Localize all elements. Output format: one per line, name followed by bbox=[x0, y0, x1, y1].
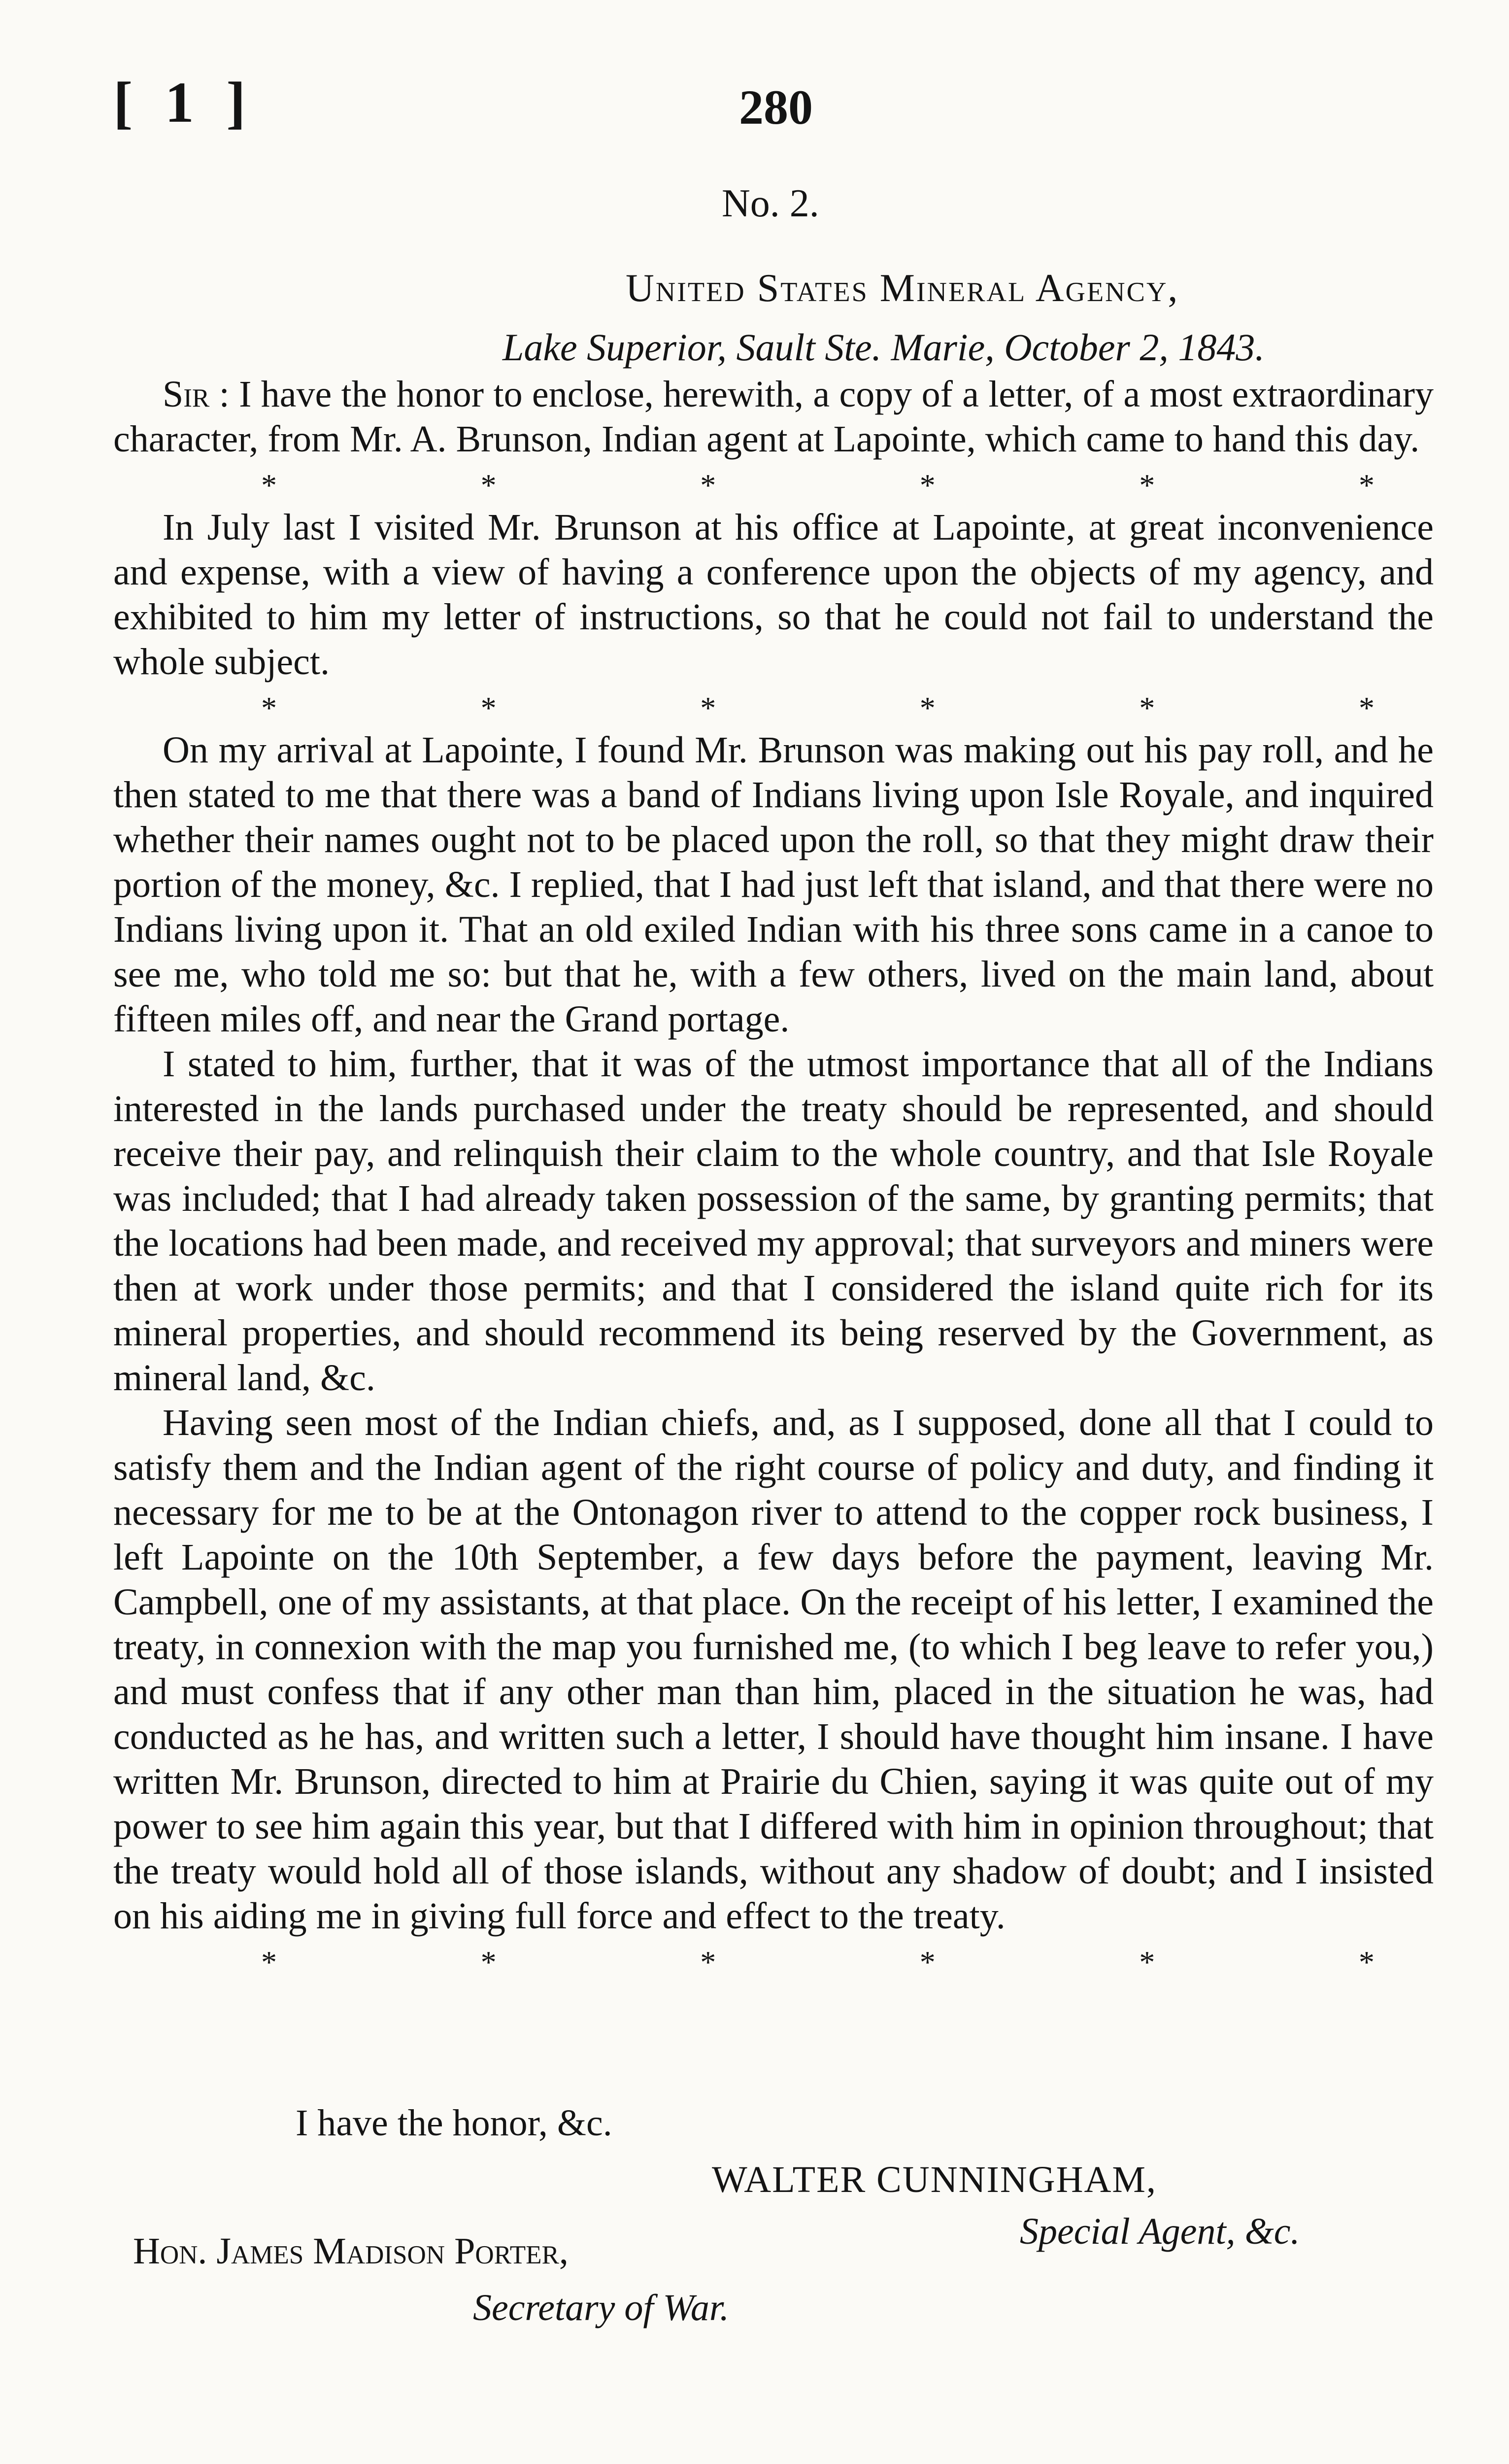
addressee-title: Secretary of War. bbox=[473, 2287, 729, 2328]
asterisk: * bbox=[1139, 1945, 1155, 1980]
paragraph-2: In July last I visited Mr. Brunson at his office at Lapointe, at great inconvenience and expense, with a view of having a conference upon the objects of my agency, and exhibited to him my letter of instructions, so that he could not fail to understand the whole subject. bbox=[113, 507, 1434, 683]
salutation: Sir : bbox=[163, 374, 230, 415]
letterhead-dateline: Lake Superior, Sault Ste. Marie, October 2, 1843. bbox=[503, 326, 1265, 369]
document-number: No. 2. bbox=[722, 182, 819, 225]
asterisk-row bbox=[113, 684, 1434, 728]
page-number: 280 bbox=[739, 80, 813, 135]
paragraph-1 bbox=[113, 372, 1434, 462]
addressee-name: Hon. James Madison Porter, bbox=[133, 2230, 569, 2272]
paragraph-5: Having seen most of the Indian chiefs, and, as I supposed, done all that I could to satisfy them and the Indian agent of the right course of policy and duty, and finding it necessary for me to be at the Ontonagon river to attend to the copper rock business, I left Lapointe on the 10th September, a few days before the payment, leaving Mr. Campbell, one of my assistants, at that place. On the receipt of his letter, I examined the treaty, in connexion with the map you furnished me, (to which I beg leave to refer you,) and must confess that if any other man than him, placed in the situation he was, had conducted as he has, and written such a letter, I should have thought him insane. I have written Mr. Brunson, directed to him at Prairie du Chien, saying it was quite out of my power to see him again this year, but that I differed with him in opinion throughout; that the treaty would hold all of those islands, without any shadow of doubt; and I insisted on his aiding me in giving full force and effect to the treaty. bbox=[113, 1402, 1434, 1937]
signature-title: Special Agent, &c. bbox=[1020, 2211, 1300, 2252]
letter-body bbox=[113, 372, 1434, 1982]
asterisk: * bbox=[700, 690, 716, 725]
bracket-number: [ 1 ] bbox=[113, 70, 255, 135]
asterisk: * bbox=[919, 1945, 936, 1980]
asterisk-row bbox=[113, 462, 1434, 505]
paragraph-1-text: I have the honor to enclose, herewith, a copy of a letter, of a most extraordinary character, from Mr. A. Brunson, Indian agent at Lapointe, which came to hand this day. bbox=[113, 374, 1434, 460]
paragraph-4: I stated to him, further, that it was of the utmost importance that all of the Indians interested in the lands purchased under the treaty should be represented, and should receive their pay, and relinquish their claim to the whole country, and that Isle Royale was included; that I had already taken possession of the same, by granting permits; that the locations had been made, and received my approval; that surveyors and miners were then at work under those permits; and that I considered the island quite rich for its mineral properties, and should recommend its being reserved by the Government, as mineral land, &c. bbox=[113, 1043, 1434, 1399]
asterisk: * bbox=[480, 468, 497, 503]
asterisk: * bbox=[261, 1945, 277, 1980]
asterisk: * bbox=[480, 1945, 497, 1980]
asterisk: * bbox=[1358, 690, 1375, 725]
signature-name: WALTER CUNNINGHAM, bbox=[712, 2159, 1157, 2200]
closing-line: I have the honor, &c. bbox=[296, 2102, 612, 2144]
asterisk: * bbox=[919, 690, 936, 725]
asterisk: * bbox=[700, 468, 716, 503]
letterhead-agency: United States Mineral Agency, bbox=[626, 267, 1179, 310]
asterisk-row bbox=[113, 1939, 1434, 1982]
asterisk: * bbox=[261, 468, 277, 503]
asterisk: * bbox=[1139, 468, 1155, 503]
asterisk: * bbox=[700, 1945, 716, 1980]
asterisk: * bbox=[919, 468, 936, 503]
asterisk: * bbox=[480, 690, 497, 725]
asterisk: * bbox=[1358, 468, 1375, 503]
asterisk: * bbox=[261, 690, 277, 725]
asterisk: * bbox=[1358, 1945, 1375, 1980]
asterisk: * bbox=[1139, 690, 1155, 725]
paragraph-3: On my arrival at Lapointe, I found Mr. Brunson was making out his pay roll, and he then stated to me that there was a band of Indians living upon Isle Royale, and inquired whether their names ought not to be placed upon the roll, so that they might draw their portion of the money, &c. I replied, that I had just left that island, and that there were no Indians living upon it. That an old exiled Indian with his three sons came in a canoe to see me, who told me so: but that he, with a few others, lived on the main land, about fifteen miles off, and near the Grand portage. bbox=[113, 729, 1434, 1040]
